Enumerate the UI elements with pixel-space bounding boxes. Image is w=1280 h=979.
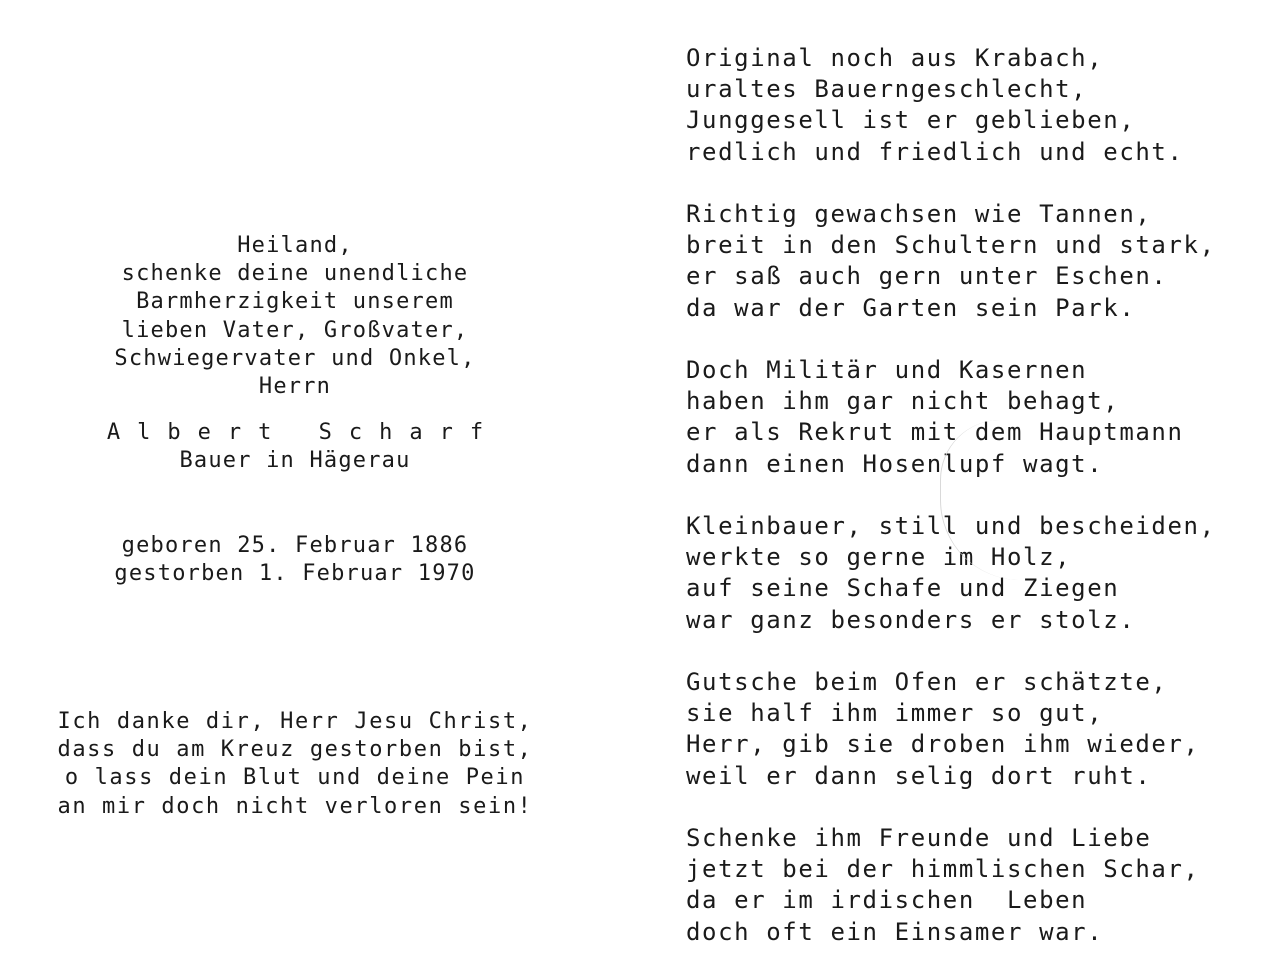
poem-stanza [686,199,1266,324]
deceased-occupation: Bauer in Hägerau [179,448,411,474]
prayer-block [40,708,550,821]
poem-line: Richtig gewachsen wie Tannen, [686,200,1152,228]
poem-stanza [686,823,1266,948]
dedication-line: Barmherzigkeit unserem [136,289,454,315]
dedication-block [40,232,550,588]
poem-line: uraltes Bauerngeschlecht, [686,75,1088,104]
poem-line: war ganz besonders er stolz. [686,605,1136,634]
poem-line: breit in den Schultern und stark, [686,231,1216,260]
poem-line: Doch Militär und Kasernen [686,356,1088,384]
poem-line: da war der Garten sein Park. [686,293,1136,322]
poem-line: doch oft ein Einsamer war. [686,917,1104,946]
prayer-line: dass du am Kreuz gestorben bist, [57,737,533,763]
poem-line: Herr, gib sie droben ihm wieder, [686,730,1200,759]
poem-stanza [686,667,1266,792]
poem-line: dann einen Hosenlupf wagt. [686,449,1104,478]
birth-date: geboren 25. Februar 1886 [121,532,469,558]
poem-line: Junggesell ist er geblieben, [686,106,1136,135]
deceased-name: Albert Scharf [106,420,501,446]
poem-stanza [686,43,1266,168]
prayer-line: Ich danke dir, Herr Jesu Christ, [57,709,533,734]
poem-line: er als Rekrut mit dem Hauptmann [686,418,1184,447]
poem-line: weil er dann selig dort ruht. [686,761,1152,790]
life-dates [40,532,550,588]
poem-line: redlich und friedlich und echt. [686,137,1184,166]
death-date: gestorben 1. Februar 1970 [114,560,476,586]
poem-line: auf seine Schafe und Ziegen [686,574,1120,603]
poem-line: jetzt bei der himmlischen Schar, [686,855,1200,884]
dedication-line: schenke deine unendliche [121,261,469,287]
prayer-line: o lass dein Blut und deine Pein [64,765,526,791]
poem-line: Schenke ihm Freunde und Liebe [686,824,1152,852]
poem-line: da er im irdischen Leben [686,886,1088,915]
poem-line: haben ihm gar nicht behagt, [686,387,1120,416]
poem-line: er saß auch gern unter Eschen. [686,262,1168,291]
poem-line: Gutsche beim Ofen er schätzte, [686,668,1168,696]
dedication-line: Schwiegervater und Onkel, [114,345,476,371]
prayer-line: an mir doch nicht verloren sein! [57,793,533,819]
poem-line: werkte so gerne im Holz, [686,543,1072,572]
dedication-line: Herrn [258,374,332,400]
dedication-line: lieben Vater, Großvater, [121,317,469,343]
poem-line: Original noch aus Krabach, [686,44,1104,72]
dedication-line: Heiland, [237,233,353,258]
poem-line: Kleinbauer, still und bescheiden, [686,512,1216,540]
poem-line: sie half ihm immer so gut, [686,699,1104,728]
